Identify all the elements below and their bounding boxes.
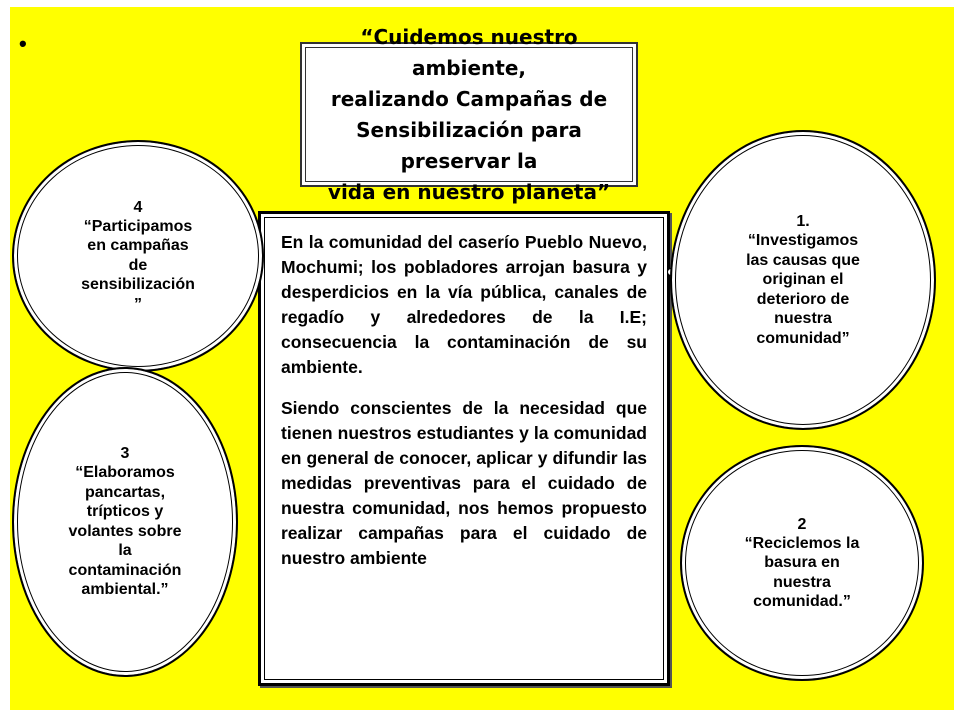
description-paragraph-1: En la comunidad del caserío Pueblo Nuevo, Mochumi; los pobladores arrojan basura y desperdicios en la vía pública, canales de regadío y alrededores de la I.E; consecuencia la contaminación de su ambiente. [281, 232, 647, 377]
step-1-number: 1. [796, 213, 810, 230]
bullet-marker: • [19, 31, 27, 56]
step-1-circle [670, 130, 936, 430]
title-text: “Cuidemos nuestro ambiente, realizando Campañas de Sensibilización para preservar la vida en nuestro planeta” [327, 24, 611, 204]
step-1-text: “Investigamos las causas que originan el deterioro de nuestra comunidad” [746, 232, 860, 347]
step-2-number: 2 [797, 515, 807, 533]
description-paragraph-2: Siendo conscientes de la necesidad que tienen nuestros estudiantes y la comunidad en general de conocer, aplicar y difundir las medidas preventivas para el cuidado de nuestra comunidad, nos hemos propuesto realizar campañas para el cuidado de nuestro ambiente [281, 398, 647, 568]
step-4-circle [12, 140, 264, 372]
step-2-circle [680, 445, 924, 681]
step-4-number: 4 [133, 198, 143, 216]
step-2-text: “Reciclemos la basura en nuestra comunidad.” [744, 534, 860, 610]
title-box [300, 24, 638, 204]
step-3-number: 3 [120, 445, 130, 463]
step-3-text: “Elaboramos pancartas, trípticos y volantes sobre la contaminación ambiental.” [68, 464, 182, 599]
step-4-text: “Participamos en campañas de sensibilización ” [81, 217, 195, 313]
step-3-circle [12, 367, 238, 677]
center-description-box [258, 211, 670, 686]
